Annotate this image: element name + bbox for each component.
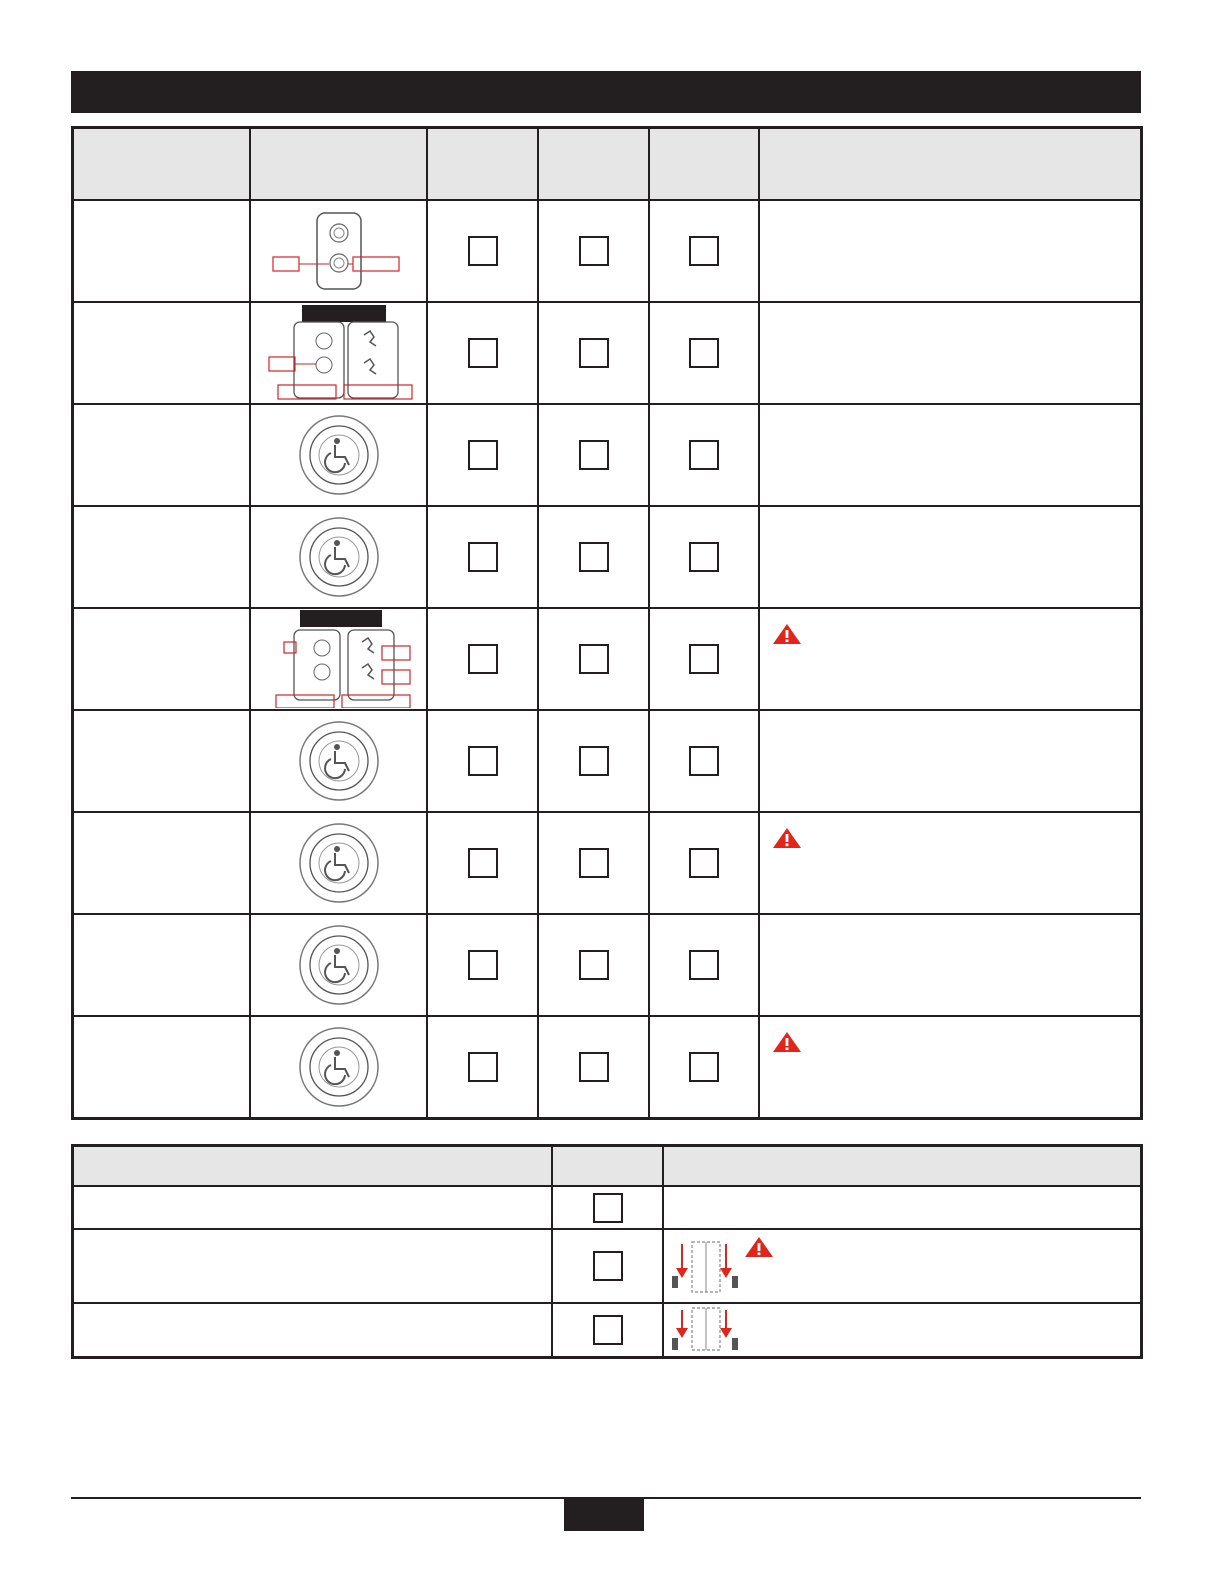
check-box[interactable] — [689, 848, 719, 878]
row-label — [73, 1303, 552, 1357]
table-row — [73, 1186, 1141, 1229]
table-row — [73, 506, 1141, 608]
check-box[interactable] — [689, 1052, 719, 1082]
check-box[interactable] — [689, 950, 719, 980]
check-box[interactable] — [689, 338, 719, 368]
round-accessible-button-icon — [297, 1025, 381, 1109]
check-box[interactable] — [689, 236, 719, 266]
row-label — [73, 200, 250, 302]
row-note — [759, 812, 1141, 914]
header-image — [250, 128, 427, 200]
round-accessible-button-icon — [297, 719, 381, 803]
row-label — [73, 710, 250, 812]
row-note — [759, 404, 1141, 506]
check-box[interactable] — [468, 236, 498, 266]
check-box[interactable] — [579, 950, 609, 980]
check-box[interactable] — [579, 1052, 609, 1082]
row-note — [759, 506, 1141, 608]
table-row — [73, 710, 1141, 812]
row-image — [250, 914, 427, 1016]
check-box[interactable] — [579, 236, 609, 266]
row-image — [250, 404, 427, 506]
table-row — [73, 1303, 1141, 1357]
check-box[interactable] — [579, 746, 609, 776]
check-box[interactable] — [468, 644, 498, 674]
check-box[interactable] — [593, 1251, 623, 1281]
header-notes — [759, 128, 1141, 200]
check-box[interactable] — [593, 1193, 623, 1223]
secondary-checklist-table — [72, 1145, 1142, 1358]
row-note — [759, 302, 1141, 404]
check-box[interactable] — [579, 542, 609, 572]
check-box[interactable] — [468, 848, 498, 878]
table-row — [73, 1016, 1141, 1118]
header-col-a — [427, 128, 538, 200]
round-accessible-button-icon — [297, 923, 381, 1007]
check-box[interactable] — [579, 338, 609, 368]
row-note — [759, 200, 1141, 302]
row-note — [663, 1303, 1141, 1357]
check-box[interactable] — [468, 542, 498, 572]
check-box[interactable] — [579, 644, 609, 674]
table-row — [73, 812, 1141, 914]
row-note — [663, 1186, 1141, 1229]
warning-icon — [772, 827, 802, 849]
check-box[interactable] — [689, 440, 719, 470]
row-image — [250, 1016, 427, 1118]
check-box[interactable] — [579, 848, 609, 878]
check-box[interactable] — [468, 440, 498, 470]
row-label — [73, 914, 250, 1016]
header-col-b — [538, 128, 649, 200]
row-image — [250, 608, 427, 710]
dual-handset-panel-icon — [264, 305, 414, 401]
row-note — [759, 710, 1141, 812]
header-col-c — [649, 128, 759, 200]
check-box[interactable] — [689, 542, 719, 572]
row-label — [73, 404, 250, 506]
table-row — [73, 404, 1141, 506]
check-box[interactable] — [468, 1052, 498, 1082]
row-label — [73, 1186, 552, 1229]
round-accessible-button-icon — [297, 821, 381, 905]
check-box[interactable] — [689, 746, 719, 776]
row-note — [759, 1016, 1141, 1118]
table-row — [73, 200, 1141, 302]
row-label — [73, 1016, 250, 1118]
table-row — [73, 302, 1141, 404]
round-accessible-button-icon — [297, 515, 381, 599]
row-image — [250, 710, 427, 812]
warning-icon — [772, 623, 802, 645]
row-label — [73, 1229, 552, 1303]
page-title-bar — [71, 71, 1141, 113]
page-number-tab — [564, 1497, 644, 1531]
row-note — [759, 608, 1141, 710]
round-accessible-button-icon — [297, 413, 381, 497]
door-arrows-icon — [670, 1238, 740, 1300]
check-box[interactable] — [468, 746, 498, 776]
secondary-header-row — [73, 1146, 1141, 1186]
table-row — [73, 608, 1141, 710]
inspection-checklist-table — [72, 127, 1142, 1119]
dual-handset-panel-icon — [264, 610, 414, 708]
row-image — [250, 302, 427, 404]
table-row — [73, 914, 1141, 1016]
check-box[interactable] — [579, 440, 609, 470]
row-image — [250, 506, 427, 608]
door-arrows-icon — [670, 1306, 740, 1356]
warning-icon — [744, 1236, 774, 1258]
row-label — [73, 608, 250, 710]
checklist-header-row — [73, 128, 1141, 200]
row-image — [250, 200, 427, 302]
row-label — [73, 302, 250, 404]
check-box[interactable] — [468, 338, 498, 368]
handset-two-button-icon — [269, 211, 409, 291]
row-label — [73, 812, 250, 914]
row-image — [250, 812, 427, 914]
secondary-header-notes — [663, 1146, 1141, 1186]
table-row — [73, 1229, 1141, 1303]
row-note — [759, 914, 1141, 1016]
secondary-header-check — [552, 1146, 663, 1186]
check-box[interactable] — [468, 950, 498, 980]
check-box[interactable] — [593, 1315, 623, 1345]
row-label — [73, 506, 250, 608]
secondary-header-item — [73, 1146, 552, 1186]
row-note — [663, 1229, 1141, 1303]
warning-icon — [772, 1031, 802, 1053]
header-item — [73, 128, 250, 200]
check-box[interactable] — [689, 644, 719, 674]
